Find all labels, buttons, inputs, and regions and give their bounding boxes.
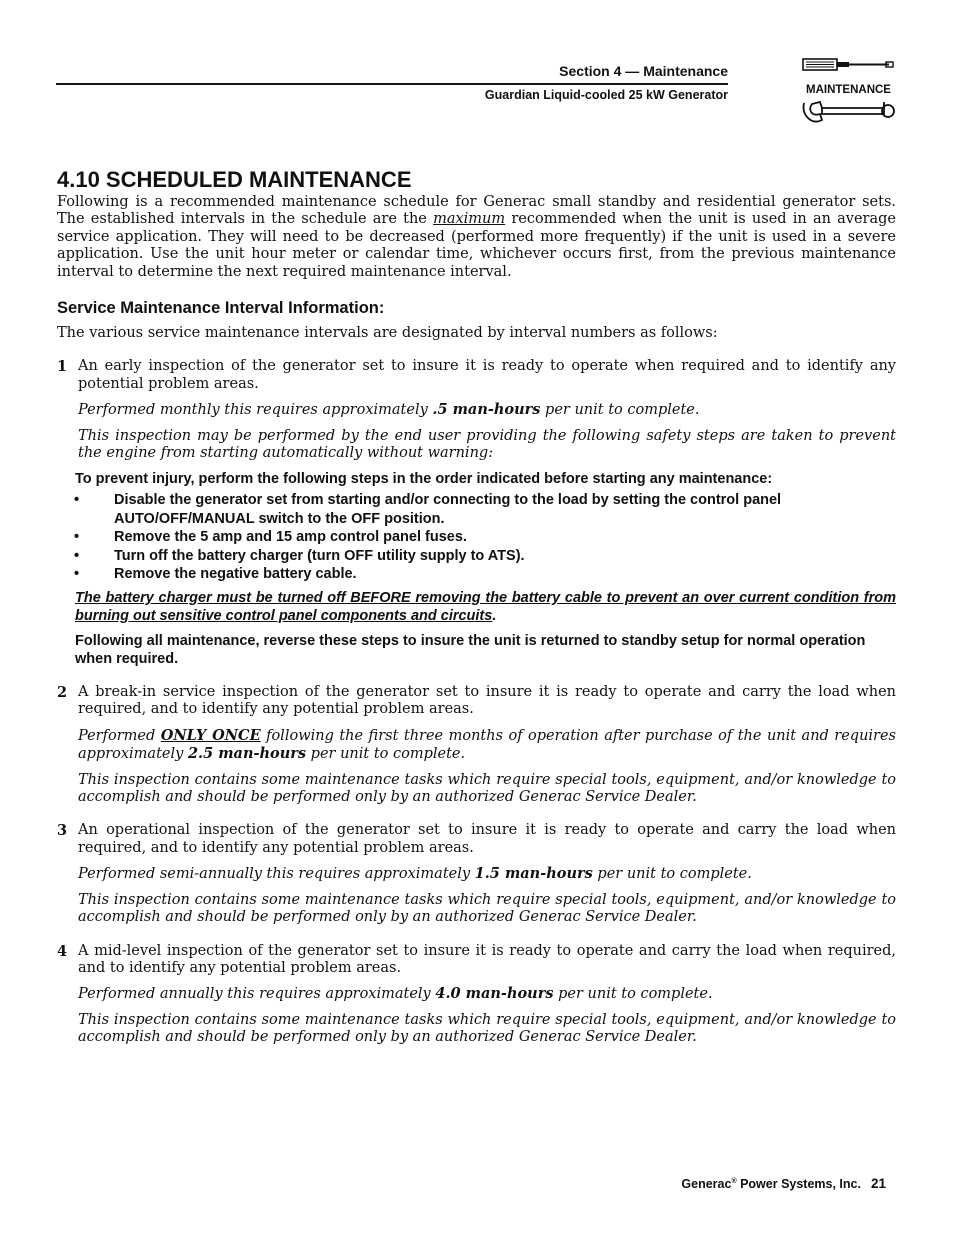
interval-item-3 — [57, 822, 896, 926]
interval-item-4 — [57, 943, 896, 1047]
interval-note: This inspection may be performed by the end user providing the following safety steps are taken to prevent the engine from starting automatically without warning: — [78, 427, 896, 462]
header-rule — [56, 83, 728, 85]
header-section-title: Section 4 — Maintenance — [559, 63, 728, 79]
page-number: 21 — [870, 1176, 886, 1191]
interval-description: A break-in service inspection of the generator set to insure it is ready to operate and carry the load when required, and to identify any potential problem areas. — [78, 684, 896, 718]
list-item: • Turn off the battery charger (turn OFF utility supply to ATS). — [74, 547, 525, 564]
logo-label: MAINTENANCE — [806, 84, 891, 96]
interval-performed: Performed monthly this requires approximately .5 man-hours per unit to complete. — [78, 401, 700, 419]
list-item: • Remove the 5 amp and 15 amp control panel fuses. — [74, 529, 467, 546]
interval-performed: Performed semi-annually this requires approximately 1.5 man-hours per unit to complete. — [78, 865, 752, 883]
interval-number: 2 — [57, 684, 68, 702]
bullet-icon: • — [74, 566, 80, 583]
battery-caution: The battery charger must be turned off BEFORE removing the battery cable to prevent an over current condition from burning out sensitive control panel components and circuits. — [75, 590, 896, 624]
interval-performed: Performed ONLY ONCE following the first three months of operation after purchase of the unit and requires approximately 2.5 man-hours per unit to complete. — [78, 726, 897, 763]
interval-note: This inspection contains some maintenance tasks which require special tools, equipment, and/or knowledge to accomplish and should be performed only by an authorized Generac Service Dealer. — [78, 1011, 896, 1046]
safety-steps-list — [74, 491, 896, 584]
section-heading: 4.10 SCHEDULED MAINTENANCE — [57, 167, 412, 192]
list-item: • Remove the negative battery cable. — [74, 566, 357, 583]
header-subtitle: Guardian Liquid-cooled 25 kW Generator — [484, 88, 728, 102]
page-content — [57, 166, 896, 1047]
bullet-icon: • — [74, 529, 80, 546]
interval-note: This inspection contains some maintenance tasks which require special tools, equipment, and/or knowledge to accomplish and should be performed only by an authorized Generac Service Dealer. — [78, 891, 896, 926]
bullet-icon: • — [74, 492, 80, 509]
interval-performed: Performed annually this requires approximately 4.0 man-hours per unit to complete. — [78, 985, 713, 1003]
interval-note: This inspection contains some maintenance tasks which require special tools, equipment, and/or knowledge to accomplish and should be performed only by an authorized Generac Service Dealer. — [78, 771, 896, 806]
footer-company: Generac — [681, 1177, 732, 1191]
intro-paragraph: Following is a recommended maintenance schedule for Generac small standby and residential generator sets. The established intervals in the schedule are the maximum recommended when the unit is used in an average service application. They will need to be decreased (performed more frequently) if the unit is used in a severe application. Use the unit hour meter or calendar time, whichever occurs first, from the previous maintenance interval to determine the next required maintenance interval. — [57, 194, 896, 280]
interval-description: A mid-level inspection of the generator set to insure it is ready to operate and carry the load when required, and to identify any potential problem areas. — [78, 942, 896, 976]
bullet-icon: • — [74, 547, 80, 564]
interval-number: 3 — [57, 822, 68, 840]
interval-item-2 — [57, 684, 896, 806]
subheading: Service Maintenance Interval Information: — [57, 299, 385, 318]
interval-description: An early inspection of the generator set to insure it is ready to operate when required and to identify any potential problem areas. — [78, 358, 896, 392]
interval-number: 1 — [57, 358, 68, 376]
interval-description: An operational inspection of the generator set to insure it is ready to operate and carry the load when required, and to identify any potential problem areas. — [78, 822, 896, 856]
page-footer: Generac® Power Systems, Inc. 21 — [681, 1176, 886, 1191]
list-item: • Disable the generator set from starting and/or connecting to the load by setting the control panel AUTO/OFF/MANUAL switch to the OFF position. — [74, 492, 782, 527]
interval-item-1 — [57, 358, 896, 462]
after-maintenance-note: Following all maintenance, reverse these steps to insure the unit is returned to standby setup for normal operation when required. — [75, 633, 866, 667]
emphasis-maximum: maximum — [433, 211, 506, 228]
subintro-paragraph: The various service maintenance intervals are designated by interval numbers as follows: — [57, 325, 718, 342]
safety-heading: To prevent injury, perform the following steps in the order indicated before starting any maintenance: — [75, 471, 773, 488]
interval-number: 4 — [57, 942, 68, 960]
